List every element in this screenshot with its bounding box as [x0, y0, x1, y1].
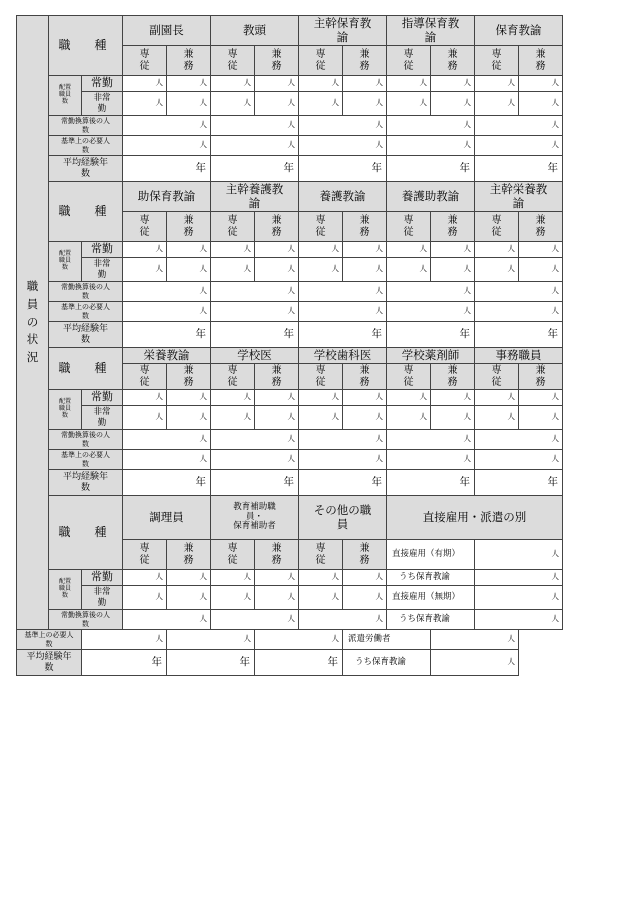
- kind-label: 職 種: [49, 16, 123, 76]
- count-cell[interactable]: 人: [475, 92, 519, 116]
- count-cell[interactable]: 人: [299, 242, 343, 258]
- staff-count-label: 配置 職員 数: [49, 390, 82, 430]
- required-label: 基準上の必要人 数: [49, 302, 123, 322]
- fte-cell[interactable]: 人: [123, 282, 211, 302]
- required-cell[interactable]: 人: [82, 630, 167, 650]
- fte-row: [17, 610, 563, 630]
- required-cell[interactable]: 人: [211, 450, 299, 470]
- required-label: 基準上の必要人 数: [17, 630, 82, 650]
- required-row: [17, 136, 563, 156]
- required-label: 基準上の必要人 数: [49, 450, 123, 470]
- avg-exp-cell[interactable]: 年: [387, 156, 475, 182]
- fte-cell[interactable]: 人: [475, 116, 563, 136]
- count-cell[interactable]: 人: [343, 258, 387, 282]
- count-cell[interactable]: 人: [519, 242, 563, 258]
- required-cell[interactable]: 人: [211, 302, 299, 322]
- count-cell[interactable]: 人: [299, 570, 343, 586]
- fte-cell[interactable]: 人: [123, 116, 211, 136]
- kind-label: 職 種: [49, 182, 123, 242]
- fte-cell[interactable]: 人: [211, 116, 299, 136]
- required-cell[interactable]: 人: [387, 302, 475, 322]
- employment-row-label: うち保育教諭: [387, 610, 475, 630]
- count-cell[interactable]: 人: [343, 242, 387, 258]
- required-cell[interactable]: 人: [123, 302, 211, 322]
- count-cell[interactable]: 人: [519, 406, 563, 430]
- parttime-row: [17, 258, 563, 282]
- avg-exp-cell[interactable]: 年: [255, 650, 343, 676]
- avg-exp-cell[interactable]: 年: [123, 470, 211, 496]
- count-cell[interactable]: 人: [255, 570, 299, 586]
- count-cell[interactable]: 人: [123, 92, 167, 116]
- fulltime-row: [17, 390, 563, 406]
- avg-exp-cell[interactable]: 年: [82, 650, 167, 676]
- avg-exp-row: [17, 650, 563, 676]
- required-cell[interactable]: 人: [211, 136, 299, 156]
- fte-row: [17, 430, 563, 450]
- job-title: 助保育教諭: [123, 182, 211, 212]
- staff-count-label: 配置 職員 数: [49, 570, 82, 610]
- sub-header-row: 専 従 兼 務 専 従 兼 務 専 従 兼 務 専 従 兼 務 専 従 兼 務: [17, 46, 563, 76]
- count-cell[interactable]: 人: [431, 76, 475, 92]
- employment-type-header: 直接雇用・派遣の別: [387, 496, 563, 540]
- count-cell[interactable]: 人: [211, 242, 255, 258]
- count-cell[interactable]: 人: [387, 390, 431, 406]
- avg-exp-row: [17, 322, 563, 348]
- count-cell[interactable]: 人: [299, 406, 343, 430]
- job-title: 副園長: [123, 16, 211, 46]
- count-cell[interactable]: 人: [343, 76, 387, 92]
- employment-row-label: 直接雇用（有期）: [387, 540, 475, 570]
- count-cell[interactable]: 人: [167, 570, 211, 586]
- parttime-row: [17, 406, 563, 430]
- avg-exp-cell[interactable]: 年: [211, 470, 299, 496]
- parttime-label: 非常 勤: [82, 258, 123, 282]
- required-cell[interactable]: 人: [475, 136, 563, 156]
- count-cell[interactable]: 人: [299, 390, 343, 406]
- kind-label: 職 種: [49, 496, 123, 570]
- count-cell[interactable]: 人: [343, 406, 387, 430]
- count-cell[interactable]: 人: [255, 76, 299, 92]
- count-cell[interactable]: 人: [123, 76, 167, 92]
- required-cell[interactable]: 人: [387, 136, 475, 156]
- job-title: 養護助教諭: [387, 182, 475, 212]
- employment-count-cell[interactable]: 人: [475, 540, 563, 570]
- job-title: 指導保育教 諭: [387, 16, 475, 46]
- count-cell[interactable]: 人: [255, 92, 299, 116]
- count-cell[interactable]: 人: [167, 242, 211, 258]
- employment-row-label: 直接雇用（無期）: [387, 586, 475, 610]
- sub-header-row: 専 従 兼 務 専 従 兼 務 専 従 兼 務 専 従 兼 務 専 従 兼 務: [17, 364, 563, 390]
- count-cell[interactable]: 人: [387, 242, 431, 258]
- count-cell[interactable]: 人: [211, 406, 255, 430]
- count-cell[interactable]: 人: [343, 92, 387, 116]
- avg-exp-cell[interactable]: 年: [475, 470, 563, 496]
- count-cell[interactable]: 人: [387, 92, 431, 116]
- count-cell[interactable]: 人: [299, 92, 343, 116]
- job-title: 保育教諭: [475, 16, 563, 46]
- count-cell[interactable]: 人: [519, 92, 563, 116]
- avg-exp-cell[interactable]: 年: [211, 156, 299, 182]
- count-cell[interactable]: 人: [211, 92, 255, 116]
- employment-count-cell[interactable]: 人: [431, 650, 519, 676]
- employment-count-cell[interactable]: 人: [475, 570, 563, 586]
- avg-exp-cell[interactable]: 年: [299, 470, 387, 496]
- count-cell[interactable]: 人: [299, 76, 343, 92]
- count-cell[interactable]: 人: [431, 390, 475, 406]
- count-cell[interactable]: 人: [255, 586, 299, 610]
- employment-row-label: うち保育教諭: [387, 570, 475, 586]
- count-cell[interactable]: 人: [167, 406, 211, 430]
- avg-exp-label: 平均経験年 数: [49, 156, 123, 182]
- staff-count-label: 配置 職員 数: [49, 242, 82, 282]
- parttime-row: [17, 586, 563, 610]
- count-cell[interactable]: 人: [475, 406, 519, 430]
- avg-exp-label: 平均経験年 数: [17, 650, 82, 676]
- fte-cell[interactable]: 人: [475, 282, 563, 302]
- count-cell[interactable]: 人: [519, 390, 563, 406]
- count-cell[interactable]: 人: [387, 258, 431, 282]
- count-cell[interactable]: 人: [167, 390, 211, 406]
- count-cell[interactable]: 人: [343, 586, 387, 610]
- fulltime-row: [17, 242, 563, 258]
- parttime-label: 非常 勤: [82, 92, 123, 116]
- count-cell[interactable]: 人: [343, 570, 387, 586]
- staff-status-table: 職員の状況 職 種 副園長 教頭 主幹保育教 諭 指導保育教 諭 保育教諭 専 従 兼 務 専 従 兼 務 専 従 兼 務 専 従 兼 務 専 従 兼 務 配置 職員 数 常勤 人 人 人 人 人 人 人 人 人 人 非常 勤 人 人 人 人 人 人 人 人 人 人 常勤換算後の人 数 人 人 人 人 人 基準上の必要人 数 人 人 人 人 人 平均経験年 数 年 年 年 年 年 職 種 助保育教諭 主幹養護教 諭 養護教諭 養護助教諭 主幹栄養教 諭 専 従 兼 務 専 従 兼 務 専 従 兼 務 専 従 兼 務 専 従 兼 務 配置 職員 数 常勤 人 人 人 人 人 人 人 人 人 人 非常 勤 人 人 人 人 人 人 人 人 人 人 常勤換算後の人 数 人 人 人 人 人 基準上の必要人 数 人 人 人 人 人 平均経験年 数 年 年 年 年 年 職 種 栄養教諭 学校医 学校歯科医 学校薬剤師 事務職員 専 従 兼 務 専 従 兼 務 専 従 兼 務 専 従 兼 務 専 従 兼 務 配置 職員 数 常勤 人 人 人 人 人 人 人 人 人 人 非常 勤 人 人 人 人 人 人 人 人 人 人 常勤換算後の人 数 人 人 人 人 人 基準上の必要人 数 人 人 人 人 人 平均経験年 数 年 年 年 年 年 職 種 調理員 教育補助職 員・ 保育補助者 その他の職 員 直接雇用・派遣の別 専 従 兼 務 専 従 兼 務 専 従 兼 務 直接雇用（有期） 人 配置 職員 数 常勤 人 人 人 人 人 人 うち保育教諭 人 非常 勤 人 人 人 人 人 人 直接雇用（無期） 人 常勤換算後の人 数 人 人 人 うち保育教諭 人 基準上の必要人 数 人 人 人 派遣労働者 人 平均経験年 数 年 年 年 うち保育教諭 人: [16, 15, 563, 676]
- fulltime-label: 常勤: [82, 390, 123, 406]
- avg-exp-cell[interactable]: 年: [167, 650, 255, 676]
- avg-exp-cell[interactable]: 年: [299, 156, 387, 182]
- count-cell[interactable]: 人: [211, 76, 255, 92]
- count-cell[interactable]: 人: [211, 586, 255, 610]
- count-cell[interactable]: 人: [343, 390, 387, 406]
- kind-label: 職 種: [49, 348, 123, 390]
- job-title: 主幹保育教 諭: [299, 16, 387, 46]
- required-row: [17, 302, 563, 322]
- required-cell[interactable]: 人: [475, 450, 563, 470]
- count-cell[interactable]: 人: [123, 242, 167, 258]
- count-cell[interactable]: 人: [123, 586, 167, 610]
- count-cell[interactable]: 人: [519, 76, 563, 92]
- count-cell[interactable]: 人: [123, 258, 167, 282]
- fte-cell[interactable]: 人: [387, 430, 475, 450]
- count-cell[interactable]: 人: [475, 390, 519, 406]
- count-cell[interactable]: 人: [255, 406, 299, 430]
- count-cell[interactable]: 人: [123, 406, 167, 430]
- fte-cell[interactable]: 人: [123, 430, 211, 450]
- required-cell[interactable]: 人: [299, 450, 387, 470]
- job-title: 事務職員: [475, 348, 563, 364]
- count-cell[interactable]: 人: [431, 258, 475, 282]
- fulltime-row: [17, 570, 563, 586]
- job-title: 学校歯科医: [299, 348, 387, 364]
- fte-label: 常勤換算後の人 数: [49, 282, 123, 302]
- count-cell[interactable]: 人: [299, 586, 343, 610]
- required-cell[interactable]: 人: [167, 630, 255, 650]
- required-cell[interactable]: 人: [475, 302, 563, 322]
- job-title: 学校医: [211, 348, 299, 364]
- fte-cell[interactable]: 人: [387, 116, 475, 136]
- employment-count-cell[interactable]: 人: [475, 610, 563, 630]
- required-cell[interactable]: 人: [123, 450, 211, 470]
- count-cell[interactable]: 人: [431, 92, 475, 116]
- count-cell[interactable]: 人: [431, 406, 475, 430]
- count-cell[interactable]: 人: [167, 586, 211, 610]
- parttime-label: 非常 勤: [82, 586, 123, 610]
- staff-count-label: 配置 職員 数: [49, 76, 82, 116]
- job-title: 栄養教諭: [123, 348, 211, 364]
- avg-exp-cell[interactable]: 年: [211, 322, 299, 348]
- fte-cell[interactable]: 人: [211, 610, 299, 630]
- fte-cell[interactable]: 人: [211, 282, 299, 302]
- fulltime-row: [17, 76, 563, 92]
- fte-row: [17, 116, 563, 136]
- job-title: 主幹栄養教 諭: [475, 182, 563, 212]
- required-cell[interactable]: 人: [123, 136, 211, 156]
- required-cell[interactable]: 人: [255, 630, 343, 650]
- count-cell[interactable]: 人: [167, 258, 211, 282]
- count-cell[interactable]: 人: [387, 406, 431, 430]
- fte-cell[interactable]: 人: [387, 282, 475, 302]
- count-cell[interactable]: 人: [475, 242, 519, 258]
- count-cell[interactable]: 人: [211, 570, 255, 586]
- employment-row-label: 派遣労働者: [343, 630, 431, 650]
- count-cell[interactable]: 人: [519, 258, 563, 282]
- avg-exp-row: [17, 470, 563, 496]
- count-cell[interactable]: 人: [211, 258, 255, 282]
- employment-count-cell[interactable]: 人: [431, 630, 519, 650]
- count-cell[interactable]: 人: [123, 390, 167, 406]
- section-title: 職員の状況: [17, 16, 49, 630]
- job-title: 調理員: [123, 496, 211, 540]
- required-row: [17, 630, 563, 650]
- avg-exp-cell[interactable]: 年: [387, 322, 475, 348]
- avg-exp-cell[interactable]: 年: [387, 470, 475, 496]
- fte-cell[interactable]: 人: [299, 610, 387, 630]
- fte-label: 常勤換算後の人 数: [49, 610, 123, 630]
- parttime-label: 非常 勤: [82, 406, 123, 430]
- fte-cell[interactable]: 人: [211, 430, 299, 450]
- count-cell[interactable]: 人: [211, 390, 255, 406]
- sub-header-row: 専 従 兼 務 専 従 兼 務 専 従 兼 務 専 従 兼 務 専 従 兼 務: [17, 212, 563, 242]
- avg-exp-cell[interactable]: 年: [299, 322, 387, 348]
- employment-row-label: うち保育教諭: [343, 650, 431, 676]
- fulltime-label: 常勤: [82, 570, 123, 586]
- job-title: その他の職 員: [299, 496, 387, 540]
- count-cell[interactable]: 人: [299, 258, 343, 282]
- count-cell[interactable]: 人: [475, 76, 519, 92]
- required-cell[interactable]: 人: [299, 302, 387, 322]
- avg-exp-label: 平均経験年 数: [49, 322, 123, 348]
- count-cell[interactable]: 人: [255, 258, 299, 282]
- fte-cell[interactable]: 人: [299, 116, 387, 136]
- avg-exp-row: [17, 156, 563, 182]
- required-label: 基準上の必要人 数: [49, 136, 123, 156]
- count-cell[interactable]: 人: [475, 258, 519, 282]
- job-title: 養護教諭: [299, 182, 387, 212]
- job-title: 主幹養護教 諭: [211, 182, 299, 212]
- fte-cell[interactable]: 人: [299, 282, 387, 302]
- avg-exp-label: 平均経験年 数: [49, 470, 123, 496]
- required-cell[interactable]: 人: [387, 450, 475, 470]
- fte-row: [17, 282, 563, 302]
- avg-exp-cell[interactable]: 年: [123, 156, 211, 182]
- count-cell[interactable]: 人: [167, 76, 211, 92]
- job-title: 教頭: [211, 16, 299, 46]
- employment-count-cell[interactable]: 人: [475, 586, 563, 610]
- count-cell[interactable]: 人: [431, 242, 475, 258]
- fte-cell[interactable]: 人: [123, 610, 211, 630]
- job-title: 教育補助職 員・ 保育補助者: [211, 496, 299, 540]
- parttime-row: [17, 92, 563, 116]
- fte-cell[interactable]: 人: [475, 430, 563, 450]
- required-cell[interactable]: 人: [299, 136, 387, 156]
- required-row: [17, 450, 563, 470]
- fte-cell[interactable]: 人: [299, 430, 387, 450]
- count-cell[interactable]: 人: [123, 570, 167, 586]
- fulltime-label: 常勤: [82, 242, 123, 258]
- avg-exp-cell[interactable]: 年: [475, 156, 563, 182]
- count-cell[interactable]: 人: [387, 76, 431, 92]
- count-cell[interactable]: 人: [255, 242, 299, 258]
- fte-label: 常勤換算後の人 数: [49, 116, 123, 136]
- avg-exp-cell[interactable]: 年: [475, 322, 563, 348]
- fte-label: 常勤換算後の人 数: [49, 430, 123, 450]
- avg-exp-cell[interactable]: 年: [123, 322, 211, 348]
- staff-status-form: [16, 15, 562, 695]
- job-title: 学校薬剤師: [387, 348, 475, 364]
- count-cell[interactable]: 人: [255, 390, 299, 406]
- fulltime-label: 常勤: [82, 76, 123, 92]
- count-cell[interactable]: 人: [167, 92, 211, 116]
